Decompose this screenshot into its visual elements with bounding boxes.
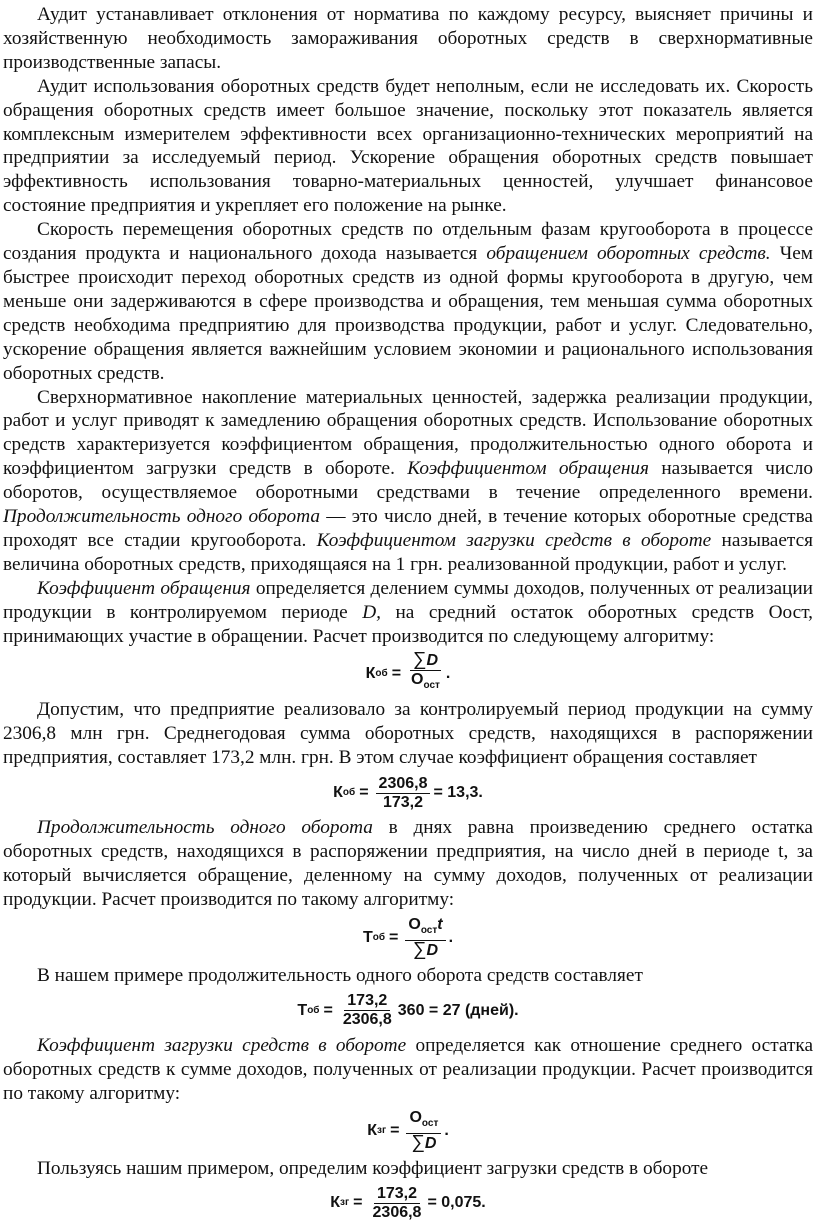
text-run: определяется как отношение среднего остатка оборотных средств к сумме доходов, полученных от реализации продукции. Расчет производится по такому алгоритму: [3,1034,814,1104]
formula-lhs-sub: зг [340,1197,350,1209]
formula-lhs-sub: зг [376,1125,387,1137]
term-turnover-duration: Продолжительность одного оборота [37,817,373,839]
term-load-ratio: Коэффициентом загрузки средств в обороте [316,529,712,551]
fraction-numerator: 173,2 [344,992,390,1011]
var-d: D, [362,601,381,623]
sum-symbol: ∑ [411,1132,425,1154]
fraction-denominator [410,938,441,960]
formula-result: = 0,075. [427,1194,486,1212]
text-run: Скорость перемещения оборотных средств по отдельным фазам кругооборота в процессе создания продукта и национального дохода называется [3,219,813,265]
equals-sign: = [359,784,369,802]
paragraph-8: В нашем примере продолжительность одного оборота средств составляет [37,964,643,986]
text-run: — это число дней, в течение которых оборотные средства проходят все стадии кругооборота. [3,506,813,551]
text-run: Сверхнормативное накопление материальных ценностей, задержка реализации продукции, работ и услуг приводят к замедлению обращения оборотных средств. Использование оборотных средств характеризуется коэффициентом обращения, продолжительностью одного оборота и коэффициентом загрузки средств в обороте. [3,386,813,480]
fraction-numerator [406,1109,441,1134]
paragraph-4 [3,386,813,577]
text-run: в днях равна произведению среднего остатка оборотных средств, находящихся в распоряжении предприятия, на число дней в периоде t, за который вычисляется обращение, деленному на сумму доходов, полученных от реализации продукции. Расчет производится по такому алгоритму: [3,817,813,910]
term-turnover-ratio: Коэффициент обращения [37,577,251,599]
fraction [405,916,445,960]
numerator-sub: ост [421,1118,439,1130]
paragraph-1: Аудит устанавливает отклонения от норматива по каждому ресурсу, выясняет причины и хозяйственную необходимость замораживания оборотных средств в сверхнормативные производственные запасы. [3,4,813,73]
formula-turnover-duration [3,912,813,964]
paragraph-9 [3,1034,813,1106]
sum-symbol: ∑ [412,938,427,960]
fraction-numerator [410,651,441,671]
paragraph-3 [3,218,813,385]
text-run: называется число оборотов, осуществляемое оборотными средствами в течение определенного времени. [3,458,813,504]
var-t: t [437,915,443,933]
equals-sign: = [390,1122,400,1140]
formula-lhs-sub: об [307,1004,320,1016]
equals-sign: = [353,1194,363,1212]
fraction-denominator: 2306,8 [342,1011,392,1029]
term-turnover-duration: Продолжительность одного оборота [3,506,320,528]
numerator-sub: ост [420,924,438,936]
formula-lhs: К [330,1194,341,1212]
equals-sign: = [389,928,399,946]
numerator-symbol: О [408,915,421,933]
formula-lhs: Т [362,928,373,946]
fraction-numerator [405,916,445,941]
fraction [370,1185,425,1222]
formula-load-ratio-example [3,1181,813,1225]
formula-lhs-sub: об [342,787,356,799]
fraction [340,992,395,1029]
formula-turnover-duration-example [3,988,813,1034]
fraction [408,651,443,695]
text-run: на средний остаток оборотных средств Оост, принимающих участие в обращении. Расчет производится по следующему алгоритму: [3,601,813,647]
text-run: называется величина оборотных средств, приходящаяся на 1 грн. реализованной продукции, работ и услуг. [3,529,813,575]
formula-turnover-ratio-example [3,770,813,816]
var-d: D [424,1135,437,1153]
formula-lhs: К [367,1122,377,1140]
formula-lhs: Т [297,1001,308,1019]
formula-lhs-sub: об [372,931,386,943]
paragraph-6: Допустим, что предприятие реализовало за контролируемый период продукции на сумму 2306,8 млн грн. Среднегодовая сумма оборотных средств, находящихся в распоряжении предприятия, составляет 173,2 млн. грн. В этом случае коэффициент обращения составляет [3,699,813,769]
formula-lhs: К [333,784,343,802]
formula-end: . [445,664,451,682]
fraction-denominator [408,1134,439,1153]
paragraph-10: Пользуясь нашим примером, определим коэффициент загрузки средств в обороте [37,1158,709,1180]
fraction [406,1109,441,1153]
sum-symbol: ∑ [412,649,427,671]
formula-lhs: К [365,664,376,682]
fraction [376,775,431,812]
fraction-numerator: 173,2 [374,1185,420,1204]
equals-sign: = [323,1001,333,1019]
paragraph-5 [3,577,813,649]
fraction-denominator: 2306,8 [372,1203,422,1221]
formula-end: . [444,1122,449,1140]
var-d: D [426,652,439,670]
paragraph-2: Аудит использования оборотных средств будет неполным, если не исследовать их. Скорость обращения оборотных средств имеет большое значение, поскольку этот показатель является комплексным измерителем эффективности всех организационно-технических мероприятий на предприятии за исследуемый период. Ускорение обращения оборотных средств повышает эффективность использования товарно-материальных ценностей, улучшает финансовое состояние предприятия и укрепляет его положение на рынке. [3,75,813,217]
term-load-ratio: Коэффициент загрузки средств в обороте [37,1034,407,1056]
term-turnover-ratio: Коэффициентом обращения [407,458,649,480]
denominator-sub: ост [423,680,440,692]
var-d: D [426,941,439,959]
formula-result: 360 = 27 (дней). [397,1001,519,1019]
numerator-symbol: О [409,1109,422,1127]
text-run: Чем быстрее происходит переход оборотных средств из одной формы кругооборота в другую, чем меньше они задерживаются в сфере производства и обращения, тем меньшая сумма оборотных средств необходима предприятию для производства продукции, работ и услуг. Следовательно, ускорение обращения является важнейшим условием экономии и рационального использования оборотных средств. [3,243,813,384]
fraction-numerator: 2306,8 [376,775,431,794]
paragraph-7 [3,816,813,912]
formula-end: . [448,928,454,946]
fraction-denominator [408,671,443,695]
formula-turnover-ratio [3,648,813,698]
denominator-symbol: О [411,671,424,689]
term-circulation: обращением оборотных средств. [486,243,771,265]
formula-result: = 13,3. [433,784,483,802]
fraction-denominator: 173,2 [382,793,424,811]
equals-sign: = [391,664,402,682]
formula-load-ratio [3,1105,813,1157]
text-run: определяется делением суммы доходов, полученных от реализации продукции в контролируемом периоде [3,577,813,623]
formula-lhs-sub: об [375,667,388,679]
